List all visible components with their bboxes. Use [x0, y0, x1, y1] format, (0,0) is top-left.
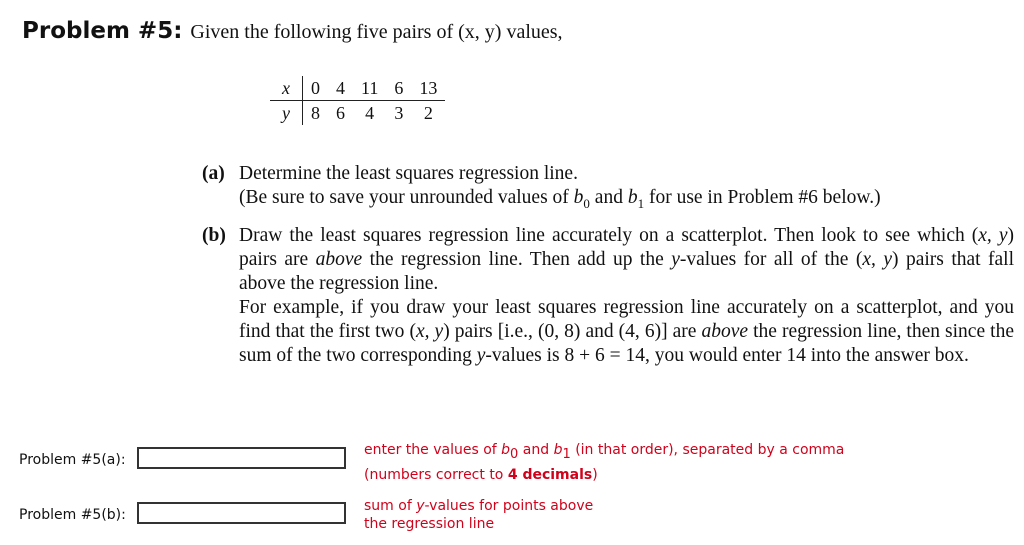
y-label: y — [270, 101, 303, 126]
table-row-x — [270, 76, 445, 101]
answer-b-label: Problem #5(b): — [19, 507, 126, 523]
part-b-label: (b) — [202, 225, 226, 246]
part-b-paragraph-2: For example, if you draw your least squares regression line accurately on a scatterplot, and you find that the first two (x, y) pairs [i.e., (0, 8) and (4, 6)] are above the regression line, then since the sum of the two corresponding y-values is 8 + 6 = 14, you would enter 14 into the answer box. — [239, 297, 1014, 366]
part-a-label: (a) — [202, 163, 225, 184]
x-value: 4 — [328, 76, 353, 101]
x-value: 0 — [303, 76, 329, 101]
x-label: x — [270, 76, 303, 101]
y-value: 4 — [365, 102, 375, 123]
answer-a-hint: enter the values of $b_0$ and $b_1$ (in that order), separated by a comma (numbers correct to 4 decimals) — [364, 442, 845, 483]
problem-header — [22, 18, 563, 44]
xy-data-table — [270, 76, 445, 125]
y-value: 2 — [423, 102, 433, 123]
answer-b-input[interactable] — [137, 502, 346, 524]
problem-title: Problem #5: — [22, 18, 183, 44]
y-value: 6 — [336, 102, 345, 123]
table-row-y — [270, 101, 445, 126]
y-value: 3 — [394, 102, 404, 123]
x-value: 13 — [411, 76, 445, 101]
y-value: 8 — [311, 102, 320, 123]
x-value: 11 — [353, 76, 386, 101]
part-b — [202, 224, 1014, 368]
answer-a-label: Problem #5(a): — [19, 452, 126, 468]
part-a-body — [239, 162, 1002, 216]
problem-intro: Given the following five pairs of (x, y) values, — [190, 21, 563, 43]
part-a — [202, 162, 1002, 216]
answer-b-hint: sum of y-values for points above the regression line — [364, 498, 594, 532]
part-a-line2: (Be sure to save your unrounded values of $b_0$ and $b_1$ for use in Problem #6 below.) — [239, 187, 881, 211]
x-value: 6 — [386, 76, 411, 101]
part-a-line1: Determine the least squares regression line. — [239, 163, 578, 184]
answer-a-input[interactable] — [137, 447, 346, 469]
part-b-body — [239, 224, 1014, 368]
part-b-paragraph-1: Draw the least squares regression line accurately on a scatterplot. Then look to see which (x, y) pairs are above the regression line. Then add up the y-values for all of the (x, y) pairs that fall above the regression line. — [239, 225, 1015, 294]
